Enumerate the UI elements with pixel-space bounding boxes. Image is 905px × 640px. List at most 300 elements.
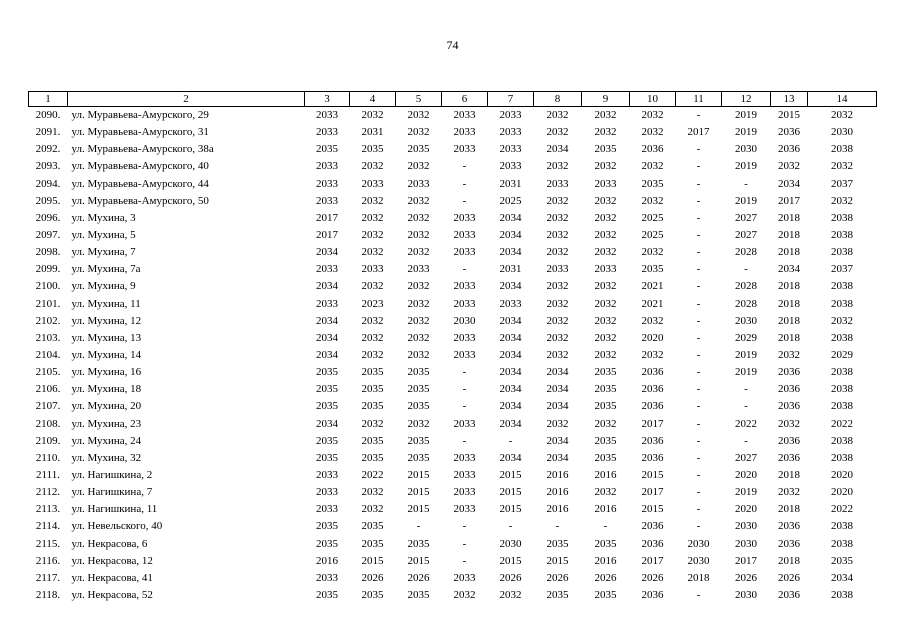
year-cell: 2035 [641, 263, 664, 276]
table-row [29, 176, 877, 193]
year-cell: 2038 [831, 297, 853, 310]
year-cell: 2031 [361, 126, 384, 139]
year-cell: 2020 [641, 331, 664, 344]
year-cell: 2019 [735, 349, 757, 362]
year-cell: 2017 [735, 554, 757, 567]
year-cell: 2033 [546, 177, 569, 190]
row-number: 2096. [35, 211, 61, 224]
year-cell: 2019 [735, 194, 757, 207]
year-cell: 2032 [831, 314, 853, 327]
year-cell: 2033 [594, 177, 617, 190]
year-cell: 2038 [831, 229, 853, 242]
year-cell: 2015 [361, 554, 384, 567]
year-cell: 2038 [831, 451, 853, 464]
year-cell: - [696, 331, 701, 344]
year-cell: 2034 [546, 383, 569, 396]
year-cell: 2032 [641, 126, 664, 139]
year-cell: 2031 [499, 263, 522, 276]
year-cell: 2030 [735, 520, 757, 533]
year-cell: 2032 [778, 417, 800, 430]
year-cell: 2017 [641, 417, 664, 430]
year-cell: 2030 [499, 537, 522, 550]
year-cell: 2036 [641, 451, 664, 464]
address-cell: ул. Нагишкина, 7 [71, 486, 153, 499]
year-cell: - [696, 349, 701, 362]
year-cell: - [555, 520, 560, 533]
year-cell: - [696, 143, 701, 156]
address-cell: ул. Нагишкина, 11 [71, 503, 158, 516]
year-cell: 2015 [407, 486, 430, 499]
address-cell: ул. Мухина, 3 [71, 211, 136, 224]
year-cell: 2018 [778, 554, 800, 567]
year-cell: 2033 [499, 160, 522, 173]
year-cell: 2035 [546, 589, 569, 601]
address-cell: ул. Некрасова, 12 [71, 554, 153, 567]
year-cell: 2016 [316, 554, 338, 567]
column-header: 7 [488, 92, 534, 107]
column-header: 12 [722, 92, 771, 107]
year-cell: - [744, 177, 748, 190]
year-cell: 2032 [361, 160, 384, 173]
year-cell: 2015 [778, 109, 800, 122]
year-cell: 2035 [594, 143, 617, 156]
address-cell: ул. Мухина, 12 [71, 314, 142, 327]
year-cell: 2015 [499, 554, 522, 567]
year-cell: 2030 [735, 537, 757, 550]
column-header: 8 [534, 92, 582, 107]
year-cell: 2030 [735, 589, 757, 601]
year-cell: - [462, 400, 467, 413]
year-cell: 2032 [778, 486, 800, 499]
year-cell: 2032 [407, 349, 430, 362]
year-cell: 2030 [735, 314, 757, 327]
year-cell: 2020 [831, 486, 853, 499]
year-cell: 2018 [778, 314, 800, 327]
year-cell: 2033 [453, 331, 476, 344]
address-cell: ул. Некрасова, 6 [71, 537, 148, 550]
year-cell: 2034 [316, 280, 338, 293]
year-cell: 2033 [453, 349, 476, 362]
row-number: 2099. [35, 263, 61, 276]
year-cell: - [696, 297, 701, 310]
year-cell: 2038 [831, 246, 853, 259]
year-cell: 2017 [687, 126, 710, 139]
year-cell: 2035 [316, 537, 338, 550]
year-cell: 2032 [831, 194, 853, 207]
table-row [29, 278, 877, 295]
year-cell: 2033 [407, 263, 430, 276]
year-cell: 2038 [831, 211, 853, 224]
year-cell: 2035 [361, 589, 384, 601]
year-cell: 2020 [735, 469, 757, 482]
year-cell: 2032 [594, 349, 617, 362]
address-cell: ул. Муравьева-Амурского, 29 [71, 109, 209, 122]
year-cell: 2026 [407, 571, 430, 584]
year-cell: 2034 [499, 366, 522, 379]
year-cell: 2030 [687, 537, 710, 550]
year-cell: 2032 [831, 160, 853, 173]
year-cell: 2025 [641, 211, 664, 224]
year-cell: 2030 [735, 143, 757, 156]
year-cell: 2032 [499, 589, 522, 601]
row-number: 2104. [35, 349, 61, 362]
year-cell: 2019 [735, 160, 757, 173]
year-cell: 2030 [831, 126, 853, 139]
year-cell: 2035 [316, 520, 338, 533]
table-row [29, 244, 877, 261]
row-number: 2103. [35, 331, 61, 344]
year-cell: 2023 [361, 297, 384, 310]
year-cell: 2033 [316, 109, 338, 122]
table-body [29, 107, 877, 605]
table-row [29, 450, 877, 467]
schedule-table [28, 91, 877, 604]
year-cell: 2033 [361, 263, 384, 276]
address-cell: ул. Мухина, 7 [71, 246, 136, 259]
address-cell: ул. Мухина, 32 [71, 451, 142, 464]
row-number: 2094. [35, 177, 61, 190]
year-cell: 2033 [499, 109, 522, 122]
column-header: 3 [305, 92, 350, 107]
year-cell: 2026 [499, 571, 522, 584]
year-cell: 2033 [453, 143, 476, 156]
row-number: 2095. [35, 194, 61, 207]
year-cell: 2033 [316, 571, 338, 584]
column-header: 1 [29, 92, 68, 107]
year-cell: 2034 [499, 211, 522, 224]
row-number: 2102. [35, 314, 61, 327]
year-cell: 2035 [316, 143, 338, 156]
year-cell: 2032 [361, 486, 384, 499]
year-cell: - [696, 451, 701, 464]
year-cell: 2036 [641, 383, 664, 396]
year-cell: 2033 [453, 229, 476, 242]
year-cell: 2033 [453, 109, 476, 122]
row-number: 2101. [35, 297, 61, 310]
year-cell: 2038 [831, 434, 853, 447]
year-cell: - [416, 520, 421, 533]
year-cell: 2035 [361, 400, 384, 413]
address-cell: ул. Муравьева-Амурского, 40 [71, 160, 209, 173]
year-cell: 2034 [546, 143, 569, 156]
address-cell: ул. Мухина, 11 [71, 297, 141, 310]
table-row [29, 553, 877, 570]
address-cell: ул. Муравьева-Амурского, 50 [71, 194, 209, 207]
year-cell: 2035 [407, 400, 430, 413]
year-cell: 2032 [546, 126, 569, 139]
row-number: 2109. [35, 434, 61, 447]
year-cell: 2034 [499, 451, 522, 464]
year-cell: 2032 [361, 211, 384, 224]
column-header: 10 [630, 92, 676, 107]
year-cell: 2015 [407, 503, 430, 516]
year-cell: - [696, 177, 701, 190]
year-cell: 2019 [735, 366, 757, 379]
year-cell: 2038 [831, 520, 853, 533]
year-cell: - [696, 246, 701, 259]
year-cell: 2035 [316, 400, 338, 413]
year-cell: 2032 [641, 160, 664, 173]
year-cell: 2021 [641, 297, 664, 310]
table-row [29, 536, 877, 553]
year-cell: - [696, 469, 701, 482]
year-cell: 2032 [641, 194, 664, 207]
year-cell: 2032 [546, 160, 569, 173]
year-cell: - [462, 177, 467, 190]
year-cell: - [696, 503, 701, 516]
year-cell: 2015 [641, 503, 664, 516]
year-cell: 2032 [546, 314, 569, 327]
year-cell: 2033 [546, 263, 569, 276]
year-cell: 2032 [361, 246, 384, 259]
year-cell: 2018 [778, 229, 800, 242]
year-cell: - [696, 109, 701, 122]
year-cell: 2035 [407, 366, 430, 379]
address-cell: ул. Мухина, 24 [71, 434, 142, 447]
table-row [29, 193, 877, 210]
year-cell: 2018 [778, 331, 800, 344]
year-cell: 2015 [407, 554, 430, 567]
year-cell: 2018 [778, 503, 800, 516]
year-cell: 2032 [407, 229, 430, 242]
year-cell: 2018 [778, 211, 800, 224]
year-cell: 2036 [641, 400, 664, 413]
year-cell: 2032 [641, 246, 664, 259]
year-cell: 2032 [453, 589, 476, 601]
year-cell: - [696, 366, 701, 379]
year-cell: 2036 [778, 520, 800, 533]
year-cell: 2032 [407, 194, 430, 207]
year-cell: 2017 [641, 486, 664, 499]
year-cell: 2033 [453, 503, 476, 516]
year-cell: 2033 [594, 263, 617, 276]
table-row [29, 501, 877, 518]
year-cell: 2034 [546, 400, 569, 413]
year-cell: 2033 [316, 177, 338, 190]
year-cell: 2016 [546, 503, 569, 516]
year-cell: 2032 [407, 109, 430, 122]
year-cell: 2036 [641, 434, 664, 447]
year-cell: 2034 [316, 331, 338, 344]
year-cell: 2038 [831, 537, 853, 550]
year-cell: 2035 [316, 366, 338, 379]
year-cell: 2032 [594, 417, 617, 430]
year-cell: 2032 [361, 503, 384, 516]
year-cell: - [696, 229, 701, 242]
year-cell: - [696, 434, 701, 447]
year-cell: 2038 [831, 400, 853, 413]
year-cell: 2017 [316, 211, 338, 224]
year-cell: 2032 [546, 194, 569, 207]
year-cell: 2032 [361, 331, 384, 344]
year-cell: 2032 [546, 349, 569, 362]
year-cell: 2016 [546, 469, 569, 482]
year-cell: 2032 [594, 126, 617, 139]
year-cell: - [744, 434, 748, 447]
year-cell: 2035 [316, 383, 338, 396]
year-cell: - [696, 194, 701, 207]
address-cell: ул. Некрасова, 41 [71, 571, 153, 584]
address-cell: ул. Мухина, 5 [71, 229, 136, 242]
year-cell: 2033 [316, 503, 338, 516]
year-cell: 2017 [316, 229, 338, 242]
table-row [29, 124, 877, 141]
year-cell: 2033 [453, 280, 476, 293]
table-row [29, 261, 877, 278]
address-cell: ул. Муравьева-Амурского, 38а [71, 143, 214, 156]
year-cell: 2032 [594, 194, 617, 207]
table-row [29, 433, 877, 450]
year-cell: 2036 [778, 434, 800, 447]
year-cell: 2035 [407, 143, 430, 156]
year-cell: 2032 [546, 211, 569, 224]
year-cell: - [603, 520, 608, 533]
table-row [29, 484, 877, 501]
year-cell: 2032 [594, 331, 617, 344]
year-cell: - [696, 417, 701, 430]
year-cell: 2019 [735, 126, 757, 139]
column-header: 9 [582, 92, 630, 107]
year-cell: 2033 [316, 194, 338, 207]
year-cell: 2028 [735, 280, 757, 293]
row-number: 2115. [35, 537, 61, 550]
year-cell: 2034 [499, 331, 522, 344]
row-number: 2118. [35, 589, 61, 601]
year-cell: 2032 [546, 331, 569, 344]
row-number: 2097. [35, 229, 61, 242]
year-cell: 2022 [831, 417, 853, 430]
year-cell: 2022 [831, 503, 853, 516]
year-cell: - [696, 314, 701, 327]
year-cell: 2018 [778, 469, 800, 482]
year-cell: 2032 [641, 349, 664, 362]
year-cell: 2016 [594, 554, 617, 567]
year-cell: 2034 [499, 383, 522, 396]
address-cell: ул. Мухина, 14 [71, 349, 142, 362]
table-row [29, 296, 877, 313]
year-cell: 2026 [735, 571, 757, 584]
column-header: 5 [396, 92, 442, 107]
year-cell: 2015 [641, 469, 664, 482]
year-cell: 2038 [831, 143, 853, 156]
table-row [29, 587, 877, 604]
row-number: 2111. [36, 469, 60, 482]
year-cell: 2027 [735, 229, 757, 242]
year-cell: 2034 [499, 349, 522, 362]
year-cell: 2016 [594, 469, 617, 482]
row-number: 2110. [35, 451, 61, 464]
table-row [29, 158, 877, 175]
year-cell: 2034 [316, 314, 338, 327]
year-cell: 2036 [778, 589, 800, 601]
year-cell: 2036 [641, 537, 664, 550]
row-number: 2105. [35, 366, 61, 379]
year-cell: 2034 [316, 349, 338, 362]
year-cell: 2032 [546, 229, 569, 242]
year-cell: 2037 [831, 263, 853, 276]
year-cell: - [696, 263, 701, 276]
year-cell: 2032 [594, 314, 617, 327]
year-cell: 2035 [594, 383, 617, 396]
table-row [29, 210, 877, 227]
year-cell: 2025 [499, 194, 522, 207]
column-header: 11 [676, 92, 722, 107]
year-cell: - [462, 434, 467, 447]
year-cell: 2035 [361, 451, 384, 464]
year-cell: - [462, 160, 467, 173]
year-cell: 2032 [407, 314, 430, 327]
table-row [29, 330, 877, 347]
year-cell: 2038 [831, 589, 853, 601]
year-cell: 2034 [546, 451, 569, 464]
year-cell: 2032 [407, 160, 430, 173]
year-cell: 2028 [735, 297, 757, 310]
year-cell: 2038 [831, 383, 853, 396]
year-cell: 2035 [407, 451, 430, 464]
year-cell: - [696, 160, 701, 173]
year-cell: 2033 [453, 451, 476, 464]
year-cell: 2033 [453, 246, 476, 259]
address-cell: ул. Невельского, 40 [71, 520, 163, 533]
row-number: 2114. [35, 520, 61, 533]
column-header: 6 [442, 92, 488, 107]
year-cell: - [696, 211, 701, 224]
table-row [29, 381, 877, 398]
column-header: 2 [68, 92, 305, 107]
row-number: 2117. [35, 571, 61, 584]
year-cell: 2032 [361, 194, 384, 207]
row-number: 2108. [35, 417, 61, 430]
year-cell: 2036 [778, 126, 800, 139]
table-row [29, 518, 877, 535]
year-cell: 2015 [499, 486, 522, 499]
year-cell: 2036 [778, 143, 800, 156]
table-row [29, 347, 877, 364]
year-cell: 2027 [735, 211, 757, 224]
year-cell: 2034 [316, 417, 338, 430]
column-header: 13 [771, 92, 808, 107]
year-cell: - [744, 383, 748, 396]
year-cell: 2032 [831, 109, 853, 122]
year-cell: 2020 [831, 469, 853, 482]
year-cell: - [462, 366, 467, 379]
year-cell: - [696, 400, 701, 413]
year-cell: 2032 [361, 280, 384, 293]
address-cell: ул. Муравьева-Амурского, 44 [71, 177, 209, 190]
year-cell: 2032 [641, 109, 664, 122]
row-number: 2113. [35, 503, 61, 516]
year-cell: - [508, 434, 513, 447]
year-cell: - [696, 589, 701, 601]
year-cell: 2032 [407, 246, 430, 259]
year-cell: 2033 [407, 177, 430, 190]
year-cell: 2032 [594, 211, 617, 224]
year-cell: 2032 [594, 229, 617, 242]
year-cell: 2035 [594, 434, 617, 447]
year-cell: 2035 [316, 589, 338, 601]
year-cell: 2016 [594, 503, 617, 516]
year-cell: 2036 [641, 143, 664, 156]
year-cell: 2032 [546, 246, 569, 259]
year-cell: 2033 [499, 126, 522, 139]
year-cell: 2025 [641, 229, 664, 242]
year-cell: 2033 [499, 297, 522, 310]
year-cell: - [462, 194, 467, 207]
year-cell: 2038 [831, 366, 853, 379]
year-cell: 2032 [594, 246, 617, 259]
year-cell: - [462, 537, 467, 550]
year-cell: 2036 [641, 366, 664, 379]
